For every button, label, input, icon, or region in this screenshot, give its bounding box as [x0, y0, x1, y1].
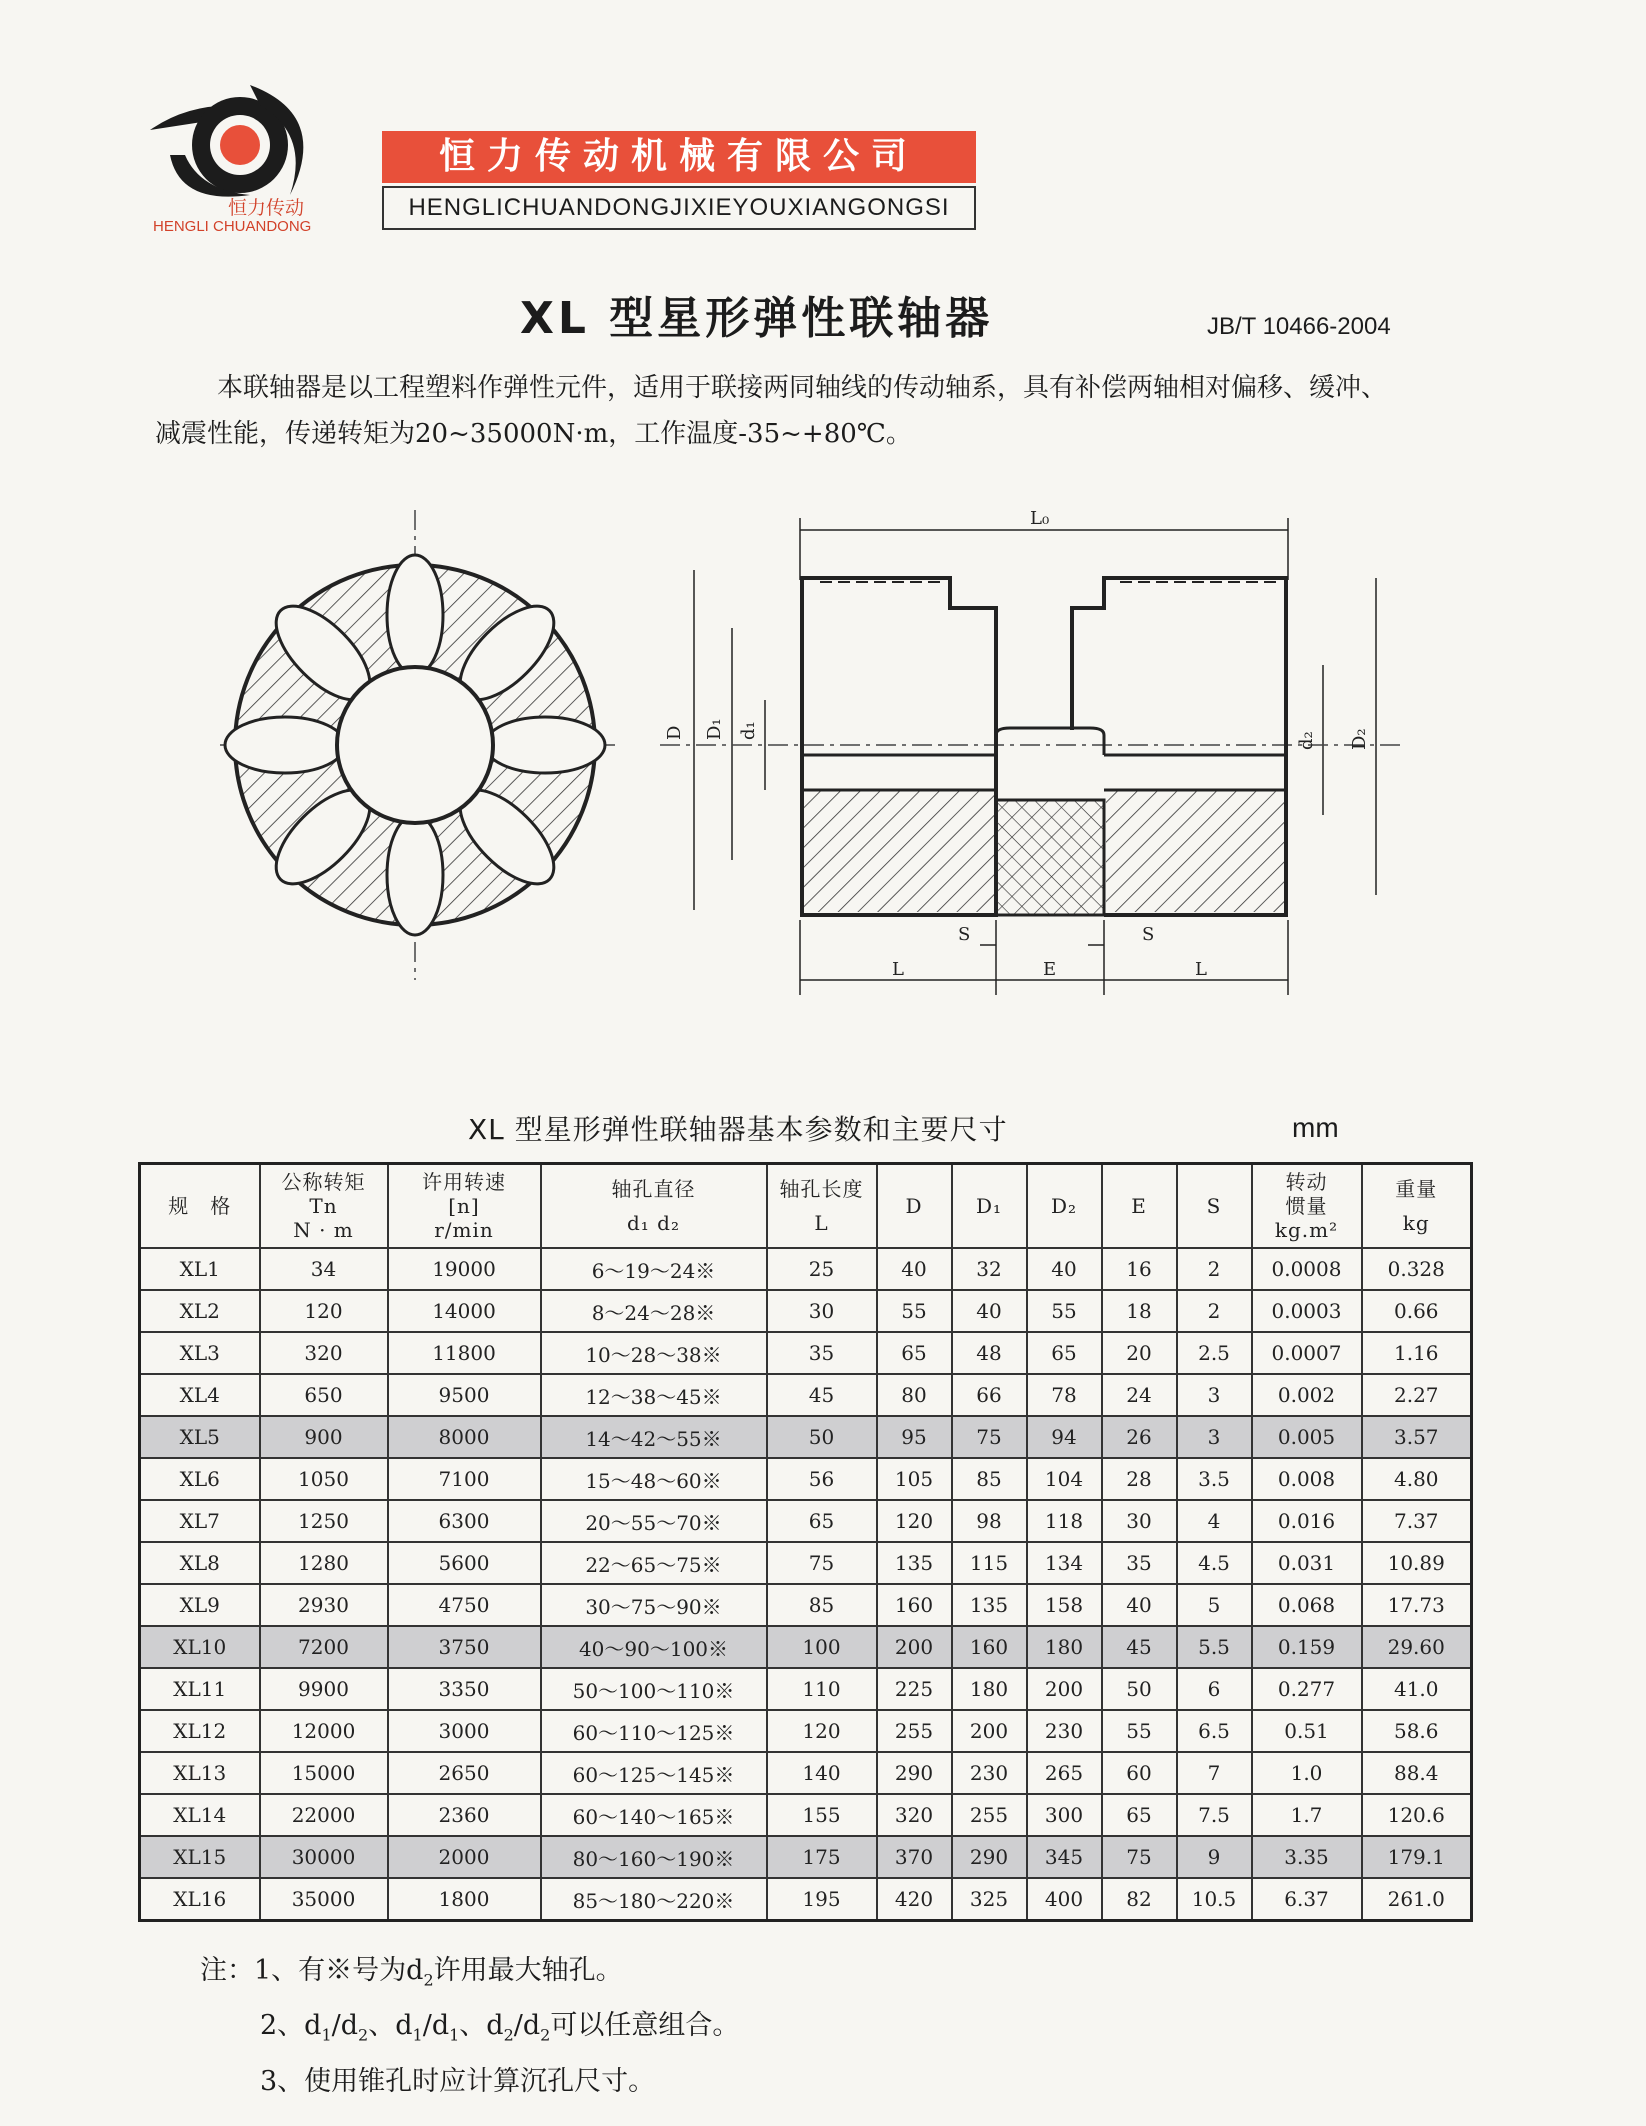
table-cell: 50: [767, 1416, 877, 1458]
table-cell: 120: [260, 1290, 388, 1332]
table-cell: 2930: [260, 1584, 388, 1626]
table-cell: 370: [877, 1836, 952, 1878]
table-cell: 48: [952, 1332, 1027, 1374]
table-cell: 56: [767, 1458, 877, 1500]
table-cell: XL11: [140, 1668, 260, 1710]
table-row: [140, 1248, 1472, 1290]
col-speed-l3: r/min: [434, 1218, 494, 1242]
table-cell: 300: [1027, 1794, 1102, 1836]
table-cell: 7.37: [1362, 1500, 1472, 1542]
table-cell: 6: [1177, 1668, 1252, 1710]
table-cell: 140: [767, 1752, 877, 1794]
col-E: E: [1102, 1164, 1177, 1249]
n2b: /d: [331, 2010, 359, 2042]
table-cell: 35000: [260, 1878, 388, 1921]
col-torque-l2: Tn: [309, 1194, 338, 1218]
table-cell: 60: [1102, 1752, 1177, 1794]
table-cell: 400: [1027, 1878, 1102, 1921]
table-cell: 155: [767, 1794, 877, 1836]
table-cell: 0.0007: [1252, 1332, 1362, 1374]
table-row: [140, 1752, 1472, 1794]
table-cell: 40～90～100※: [541, 1626, 767, 1668]
col-speed: [388, 1164, 541, 1249]
n2s6: 2: [540, 2025, 551, 2045]
table-cell: 110: [767, 1668, 877, 1710]
table-cell: 120.6: [1362, 1794, 1472, 1836]
table-cell: 55: [877, 1290, 952, 1332]
company-pinyin: HENGLICHUANDONGJIXIEYOUXIANGONGSI: [382, 186, 976, 230]
table-cell: 40: [1027, 1248, 1102, 1290]
table-cell: 20: [1102, 1332, 1177, 1374]
col-torque-l3: N · m: [293, 1218, 354, 1242]
table-header-row: [140, 1164, 1472, 1249]
table-cell: 1250: [260, 1500, 388, 1542]
table-row: [140, 1416, 1472, 1458]
table-cell: 255: [877, 1710, 952, 1752]
note-1-sub: 2: [423, 1970, 434, 1990]
table-cell: 160: [877, 1584, 952, 1626]
table-cell: 200: [877, 1626, 952, 1668]
table-cell: 3750: [388, 1626, 541, 1668]
table-cell: 15～48～60※: [541, 1458, 767, 1500]
table-cell: 0.0008: [1252, 1248, 1362, 1290]
col-speed-l1: 许用转速: [422, 1170, 506, 1194]
table-cell: 40: [877, 1248, 952, 1290]
table-cell: XL2: [140, 1290, 260, 1332]
n2c: 、d: [368, 2010, 413, 2042]
table-cell: 30: [767, 1290, 877, 1332]
table-cell: 160: [952, 1626, 1027, 1668]
table-cell: 35: [1102, 1542, 1177, 1584]
table-cell: 29.60: [1362, 1626, 1472, 1668]
table-cell: 9500: [388, 1374, 541, 1416]
table-cell: 26: [1102, 1416, 1177, 1458]
table-cell: 22000: [260, 1794, 388, 1836]
col-bore-l1: 轴孔直径: [611, 1177, 696, 1201]
table-cell: 0.0003: [1252, 1290, 1362, 1332]
table-cell: 8～24～28※: [541, 1290, 767, 1332]
table-cell: 2.5: [1177, 1332, 1252, 1374]
n2s1: 1: [321, 2025, 332, 2045]
table-cell: 0.51: [1252, 1710, 1362, 1752]
table-cell: 85: [952, 1458, 1027, 1500]
table-cell: 25: [767, 1248, 877, 1290]
table-cell: 9900: [260, 1668, 388, 1710]
side-view: [660, 518, 1400, 995]
table-cell: 6.5: [1177, 1710, 1252, 1752]
table-row: [140, 1878, 1472, 1921]
table-cell: 9: [1177, 1836, 1252, 1878]
table-cell: XL10: [140, 1626, 260, 1668]
label-L-right: L: [1195, 959, 1207, 980]
col-bore-l2: d₁ d₂: [627, 1211, 680, 1235]
company-name: 恒力传动机械有限公司: [382, 131, 976, 183]
table-cell: 7.5: [1177, 1794, 1252, 1836]
table-cell: 75: [1102, 1836, 1177, 1878]
note-1-suffix: 许用最大轴孔。: [433, 1955, 623, 1986]
table-cell: XL1: [140, 1248, 260, 1290]
table-cell: 120: [877, 1500, 952, 1542]
table-cell: 5.5: [1177, 1626, 1252, 1668]
table-cell: 28: [1102, 1458, 1177, 1500]
table-cell: 4750: [388, 1584, 541, 1626]
table-cell: 65: [877, 1332, 952, 1374]
table-cell: 11800: [388, 1332, 541, 1374]
table-cell: 6～19～24※: [541, 1248, 767, 1290]
spec-table: [138, 1162, 1473, 1922]
n2f: /d: [513, 2010, 541, 2042]
table-cell: 1800: [388, 1878, 541, 1921]
table-cell: 7100: [388, 1458, 541, 1500]
col-speed-l2: [n]: [448, 1194, 480, 1218]
table-cell: 1.0: [1252, 1752, 1362, 1794]
table-cell: 3: [1177, 1374, 1252, 1416]
table-cell: 35: [767, 1332, 877, 1374]
table-cell: 94: [1027, 1416, 1102, 1458]
table-cell: 135: [877, 1542, 952, 1584]
table-cell: 179.1: [1362, 1836, 1472, 1878]
col-length-l2: L: [814, 1211, 829, 1235]
table-cell: 5600: [388, 1542, 541, 1584]
label-E: E: [1043, 959, 1057, 980]
table-cell: 3: [1177, 1416, 1252, 1458]
table-cell: 2: [1177, 1248, 1252, 1290]
coupling-diagram: [220, 500, 1440, 1020]
col-length: [767, 1164, 877, 1249]
table-row: [140, 1542, 1472, 1584]
table-cell: 3000: [388, 1710, 541, 1752]
table-cell: 230: [1027, 1710, 1102, 1752]
note-1: [200, 1948, 739, 2003]
table-cell: 0.328: [1362, 1248, 1472, 1290]
table-cell: XL12: [140, 1710, 260, 1752]
table-cell: 0.002: [1252, 1374, 1362, 1416]
table-cell: 17.73: [1362, 1584, 1472, 1626]
table-cell: 105: [877, 1458, 952, 1500]
table-cell: 104: [1027, 1458, 1102, 1500]
table-cell: 30～75～90※: [541, 1584, 767, 1626]
col-torque: [260, 1164, 388, 1249]
table-cell: 900: [260, 1416, 388, 1458]
table-cell: 200: [1027, 1668, 1102, 1710]
table-cell: 320: [260, 1332, 388, 1374]
table-cell: 78: [1027, 1374, 1102, 1416]
table-cell: 50: [1102, 1668, 1177, 1710]
label-S-left: S: [958, 924, 971, 945]
table-cell: 420: [877, 1878, 952, 1921]
table-cell: 2: [1177, 1290, 1252, 1332]
logo-en-text: HENGLI CHUANDONG: [153, 218, 312, 235]
table-cell: 19000: [388, 1248, 541, 1290]
table-cell: XL14: [140, 1794, 260, 1836]
table-cell: 55: [1102, 1710, 1177, 1752]
col-inertia-l3: kg.m²: [1274, 1218, 1339, 1242]
table-cell: 14～42～55※: [541, 1416, 767, 1458]
table-cell: 325: [952, 1878, 1027, 1921]
table-cell: 65: [1027, 1332, 1102, 1374]
description: 本联轴器是以工程塑料作弹性元件，适用于联接两同轴线的传动轴系，具有补偿两轴相对偏移、缓冲、减震性能，传递转矩为20~35000N·m，工作温度-35~+80℃。: [155, 373, 1388, 449]
table-cell: 7: [1177, 1752, 1252, 1794]
table-row: [140, 1332, 1472, 1374]
table-cell: 6300: [388, 1500, 541, 1542]
table-cell: 134: [1027, 1542, 1102, 1584]
col-D1: D₁: [952, 1164, 1027, 1249]
table-cell: 45: [1102, 1626, 1177, 1668]
table-cell: 30000: [260, 1836, 388, 1878]
table-cell: 45: [767, 1374, 877, 1416]
n2s2: 2: [358, 2025, 369, 2045]
table-cell: 4: [1177, 1500, 1252, 1542]
table-cell: 195: [767, 1878, 877, 1921]
note-3: 3、使用锥孔时应计算沉孔尺寸。: [260, 2065, 656, 2097]
table-row: [140, 1458, 1472, 1500]
n2s4: 1: [449, 2025, 460, 2045]
col-length-l1: 轴孔长度: [779, 1177, 864, 1201]
col-weight-l2: kg: [1402, 1211, 1430, 1235]
note-2: [200, 2003, 739, 2058]
n2d: /d: [422, 2010, 450, 2042]
table-cell: 58.6: [1362, 1710, 1472, 1752]
table-cell: 0.008: [1252, 1458, 1362, 1500]
table-cell: XL16: [140, 1878, 260, 1921]
table-unit: mm: [1292, 1112, 1339, 1143]
label-d1: d₁: [738, 721, 759, 740]
label-L0: L₀: [1030, 508, 1050, 529]
table-cell: XL3: [140, 1332, 260, 1374]
table-cell: 24: [1102, 1374, 1177, 1416]
col-bore: [541, 1164, 767, 1249]
table-cell: XL13: [140, 1752, 260, 1794]
table-cell: 22～65～75※: [541, 1542, 767, 1584]
table-cell: 75: [767, 1542, 877, 1584]
col-inertia-l2: 惯量: [1285, 1194, 1328, 1218]
table-cell: 2000: [388, 1836, 541, 1878]
table-cell: 40: [1102, 1584, 1177, 1626]
table-cell: 3350: [388, 1668, 541, 1710]
table-cell: 158: [1027, 1584, 1102, 1626]
table-cell: 14000: [388, 1290, 541, 1332]
table-cell: 98: [952, 1500, 1027, 1542]
col-D: D: [877, 1164, 952, 1249]
table-cell: 10～28～38※: [541, 1332, 767, 1374]
table-cell: 95: [877, 1416, 952, 1458]
table-cell: 5: [1177, 1584, 1252, 1626]
table-cell: 32: [952, 1248, 1027, 1290]
table-cell: 80～160～190※: [541, 1836, 767, 1878]
n2e: 、d: [459, 2010, 504, 2042]
table-cell: 34: [260, 1248, 388, 1290]
end-view: [220, 510, 615, 980]
table-cell: 0.016: [1252, 1500, 1362, 1542]
table-cell: 0.159: [1252, 1626, 1362, 1668]
table-cell: 65: [1102, 1794, 1177, 1836]
table-cell: 0.031: [1252, 1542, 1362, 1584]
table-cell: 290: [877, 1752, 952, 1794]
table-cell: 255: [952, 1794, 1027, 1836]
table-cell: 40: [952, 1290, 1027, 1332]
table-cell: 2360: [388, 1794, 541, 1836]
table-cell: 200: [952, 1710, 1027, 1752]
table-cell: 265: [1027, 1752, 1102, 1794]
table-row: [140, 1584, 1472, 1626]
n2s3: 1: [412, 2025, 423, 2045]
table-cell: 1050: [260, 1458, 388, 1500]
n2a: 2、d: [260, 2010, 322, 2042]
notes: [200, 1948, 739, 2105]
table-cell: 80: [877, 1374, 952, 1416]
col-spec: 规 格: [140, 1164, 260, 1249]
table-cell: 345: [1027, 1836, 1102, 1878]
table-row: [140, 1710, 1472, 1752]
label-D1: D₁: [704, 718, 725, 740]
col-weight-l1: 重量: [1395, 1177, 1438, 1201]
standard-number: JB/T 10466-2004: [1207, 313, 1391, 340]
table-cell: 320: [877, 1794, 952, 1836]
table-cell: XL9: [140, 1584, 260, 1626]
col-D2: D₂: [1027, 1164, 1102, 1249]
table-cell: 12～38～45※: [541, 1374, 767, 1416]
table-cell: XL7: [140, 1500, 260, 1542]
table-cell: 650: [260, 1374, 388, 1416]
table-cell: 225: [877, 1668, 952, 1710]
table-cell: 175: [767, 1836, 877, 1878]
table-cell: 55: [1027, 1290, 1102, 1332]
table-row: [140, 1794, 1472, 1836]
n2g: 可以任意组合。: [550, 2010, 740, 2042]
table-cell: 3.35: [1252, 1836, 1362, 1878]
table-row: [140, 1836, 1472, 1878]
page-title: XL 型星形弹性联轴器: [520, 293, 994, 344]
table-cell: 0.66: [1362, 1290, 1472, 1332]
col-inertia-l1: 转动: [1285, 1170, 1328, 1194]
table-cell: 10.5: [1177, 1878, 1252, 1921]
col-inertia: [1252, 1164, 1362, 1249]
table-cell: XL6: [140, 1458, 260, 1500]
table-cell: 180: [1027, 1626, 1102, 1668]
table-cell: 2.27: [1362, 1374, 1472, 1416]
table-cell: 12000: [260, 1710, 388, 1752]
label-S-right: S: [1142, 924, 1155, 945]
table-cell: 65: [767, 1500, 877, 1542]
table-cell: 4.80: [1362, 1458, 1472, 1500]
table-cell: 82: [1102, 1878, 1177, 1921]
table-row: [140, 1626, 1472, 1668]
table-cell: 41.0: [1362, 1668, 1472, 1710]
table-cell: 66: [952, 1374, 1027, 1416]
table-cell: 115: [952, 1542, 1027, 1584]
table-cell: 230: [952, 1752, 1027, 1794]
col-S: S: [1177, 1164, 1252, 1249]
table-cell: 16: [1102, 1248, 1177, 1290]
table-cell: 0.005: [1252, 1416, 1362, 1458]
table-cell: 15000: [260, 1752, 388, 1794]
table-caption: XL 型星形弹性联轴器基本参数和主要尺寸: [468, 1113, 1008, 1146]
table-cell: 20～55～70※: [541, 1500, 767, 1542]
col-weight: [1362, 1164, 1472, 1249]
table-cell: XL15: [140, 1836, 260, 1878]
table-cell: 1.16: [1362, 1332, 1472, 1374]
table-cell: 60～125～145※: [541, 1752, 767, 1794]
table-cell: 50～100～110※: [541, 1668, 767, 1710]
label-d2: d₂: [1296, 731, 1317, 750]
table-row: [140, 1290, 1472, 1332]
table-cell: 88.4: [1362, 1752, 1472, 1794]
table-cell: 4.5: [1177, 1542, 1252, 1584]
table-cell: 180: [952, 1668, 1027, 1710]
table-cell: XL4: [140, 1374, 260, 1416]
table-row: [140, 1500, 1472, 1542]
table-cell: 18: [1102, 1290, 1177, 1332]
table-cell: 6.37: [1252, 1878, 1362, 1921]
note-1-prefix: 注：1、有※号为d: [200, 1955, 424, 1986]
table-row: [140, 1668, 1472, 1710]
table-cell: 0.277: [1252, 1668, 1362, 1710]
table-cell: 1280: [260, 1542, 388, 1584]
table-cell: 85～180～220※: [541, 1878, 767, 1921]
table-cell: 85: [767, 1584, 877, 1626]
table-cell: 8000: [388, 1416, 541, 1458]
table-row: [140, 1374, 1472, 1416]
table-cell: 100: [767, 1626, 877, 1668]
label-L-left: L: [892, 959, 904, 980]
table-cell: 2650: [388, 1752, 541, 1794]
table-cell: 7200: [260, 1626, 388, 1668]
table-cell: 3.57: [1362, 1416, 1472, 1458]
table-cell: 135: [952, 1584, 1027, 1626]
table-cell: 118: [1027, 1500, 1102, 1542]
label-D2: D₂: [1349, 728, 1370, 750]
logo-cn-text: 恒力传动: [228, 197, 305, 219]
table-cell: XL5: [140, 1416, 260, 1458]
table-cell: 60～140～165※: [541, 1794, 767, 1836]
table-cell: 75: [952, 1416, 1027, 1458]
table-cell: 120: [767, 1710, 877, 1752]
table-cell: 261.0: [1362, 1878, 1472, 1921]
table-cell: 290: [952, 1836, 1027, 1878]
table-cell: 0.068: [1252, 1584, 1362, 1626]
table-cell: 10.89: [1362, 1542, 1472, 1584]
table-cell: XL8: [140, 1542, 260, 1584]
table-cell: 1.7: [1252, 1794, 1362, 1836]
label-D: D: [664, 725, 685, 740]
n2s5: 2: [503, 2025, 514, 2045]
table-cell: 3.5: [1177, 1458, 1252, 1500]
table-cell: 60～110～125※: [541, 1710, 767, 1752]
col-torque-l1: 公称转矩: [281, 1170, 366, 1194]
table-cell: 30: [1102, 1500, 1177, 1542]
